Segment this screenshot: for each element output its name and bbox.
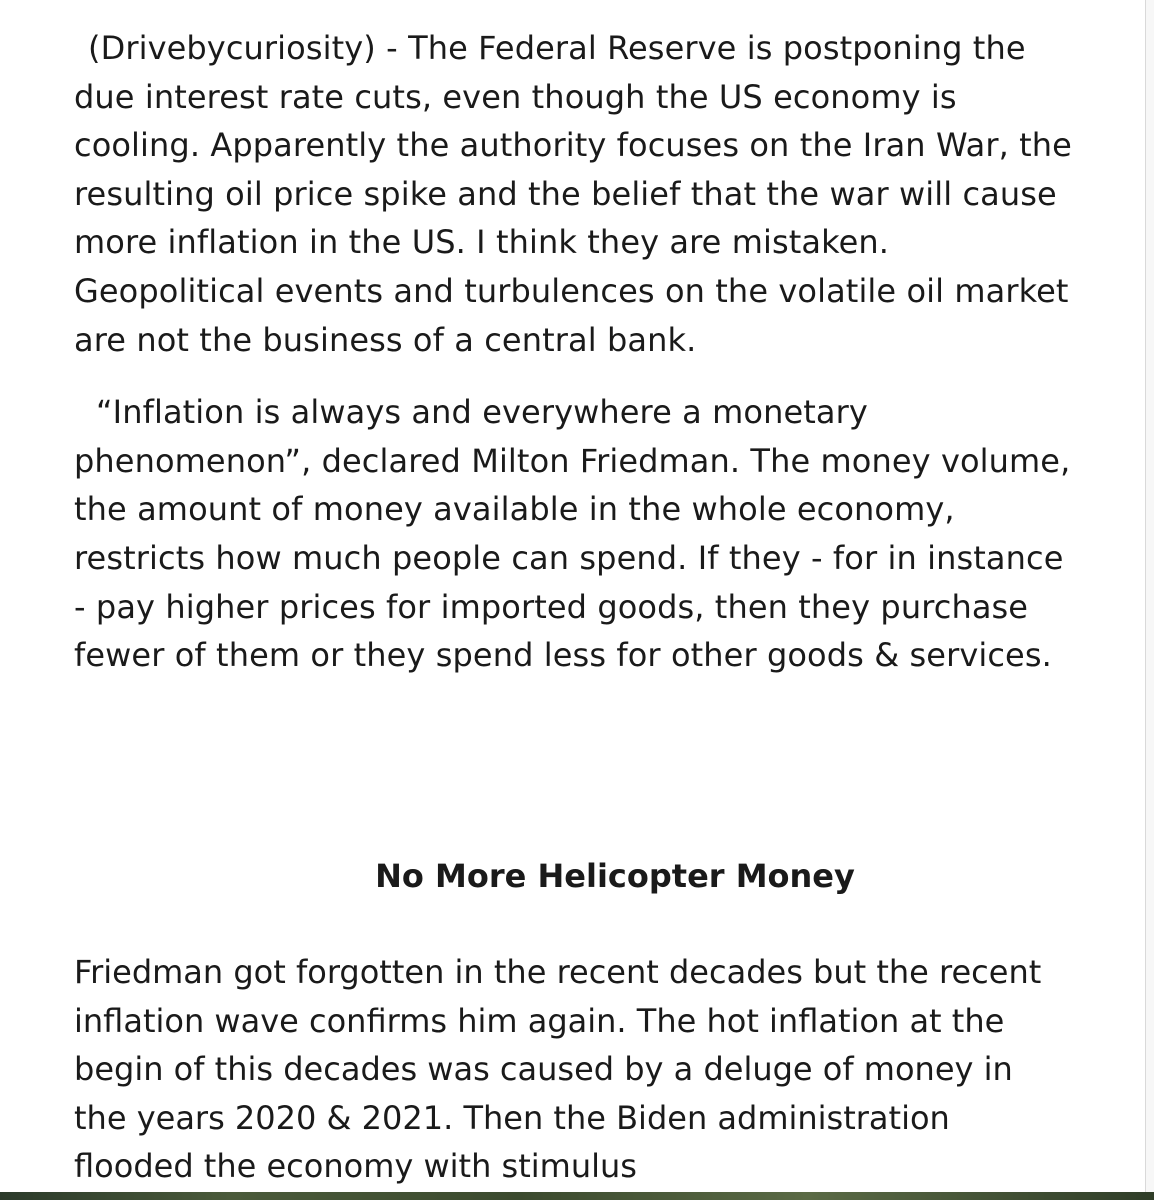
section-heading: No More Helicopter Money [375,857,855,895]
scrollbar-track[interactable] [1145,0,1154,1192]
bottom-image-edge [0,1192,1154,1200]
paragraph-intro: (Drivebycuriosity) - The Federal Reserve is postponing the due interest rate cuts, even though the US economy is cooling. Apparently the authority focuses on the Iran War, the resulting oil price spike and the belief that the war will cause more inflation in the US. I think they are mistaken. Geopolitical events and turbulences on the volatile oil market are not the business of a central bank. [74,29,1072,359]
paragraph-helicopter-money: Friedman got forgotten in the recent decades but the recent inflation wave confirms him again. The hot inflation at the begin of this decades was caused by a deluge of money in the years 2020 & 2021. Then the Biden administration flooded the economy with stimulus [74,953,1042,1186]
article-body-continued [74,948,1074,1191]
paragraph-friedman-quote: “Inflation is always and everywhere a monetary phenomenon”, declared Milton Friedman. The money volume, the amount of money available in the whole economy, restricts how much people can spend. If they - for in instance - pay higher prices for imported goods, then they purchase fewer of them or they spend less for other goods & services. [74,393,1071,675]
article-body [74,24,1074,680]
